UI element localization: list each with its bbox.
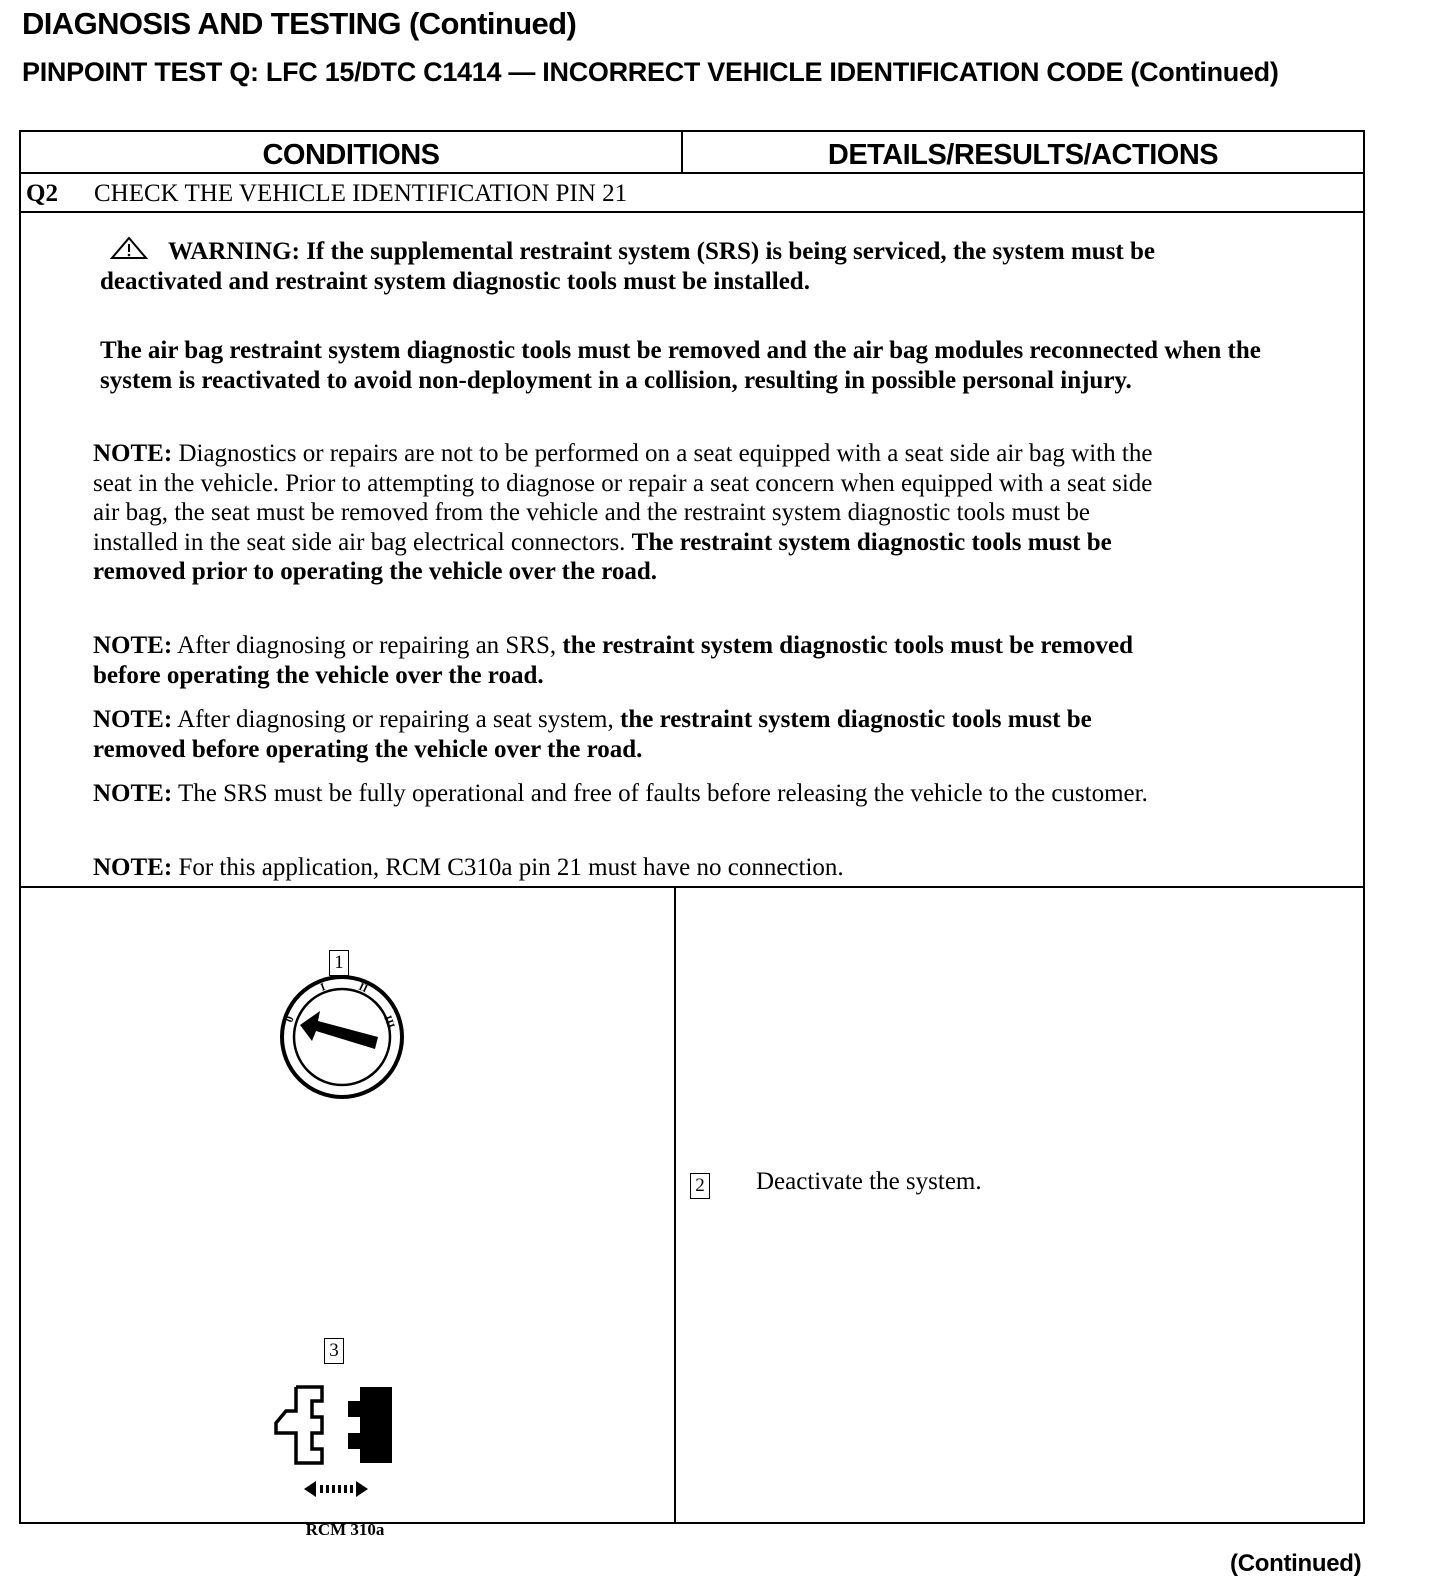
callout-3: 3 (324, 1338, 344, 1364)
note-1 (93, 439, 1163, 587)
notes-bottom-rule (19, 886, 1365, 888)
warning-block (100, 236, 1250, 296)
warning-label: WARNING: (168, 238, 300, 265)
note-emphasis: the restraint system diagnostic tools must be removed before operating the vehicle over the road. (93, 632, 1133, 689)
note-label: NOTE: (93, 632, 173, 659)
callout-1: 1 (329, 950, 349, 976)
note-text: After diagnosing or repairing an SRS, (177, 632, 557, 659)
warning-text-2: The air bag restraint system diagnostic tools must be removed and the air bag modules reconnected when the system is reactivated to avoid non-deployment in a collision, resulting in possible personal injury. (100, 337, 1261, 394)
note-label: NOTE: (93, 706, 173, 733)
ignition-switch-icon (272, 967, 412, 1107)
callout-2: 2 (690, 1173, 710, 1199)
figure-divider (674, 886, 676, 1524)
note-4 (93, 779, 1173, 809)
note-emphasis: The restraint system diagnostic tools must be removed prior to operating the vehicle over the road. (93, 528, 1112, 585)
note-3 (93, 705, 1173, 764)
page-title: DIAGNOSIS AND TESTING (Continued) (22, 6, 577, 41)
note-text: Diagnostics or repairs are not to be performed on a seat equipped with a seat side air bag with the seat in the vehicle. Prior to attempting to diagnose or repair a seat concern when equipped with a seat side air bag, the seat must be removed from the vehicle and the restraint system diagnostic tools must be installed in the seat side air bag electrical connectors. (93, 440, 1153, 556)
note-emphasis: the restraint system diagnostic tools must be removed before operating the vehicle over the road. (93, 706, 1092, 763)
ignition-position-I: I (318, 981, 328, 994)
note-5 (93, 853, 1173, 883)
column-header-details: DETAILS/RESULTS/ACTIONS (827, 139, 1219, 171)
note-text: The SRS must be fully operational and free of faults before releasing the vehicle to the customer. (178, 780, 1148, 807)
connector-label: RCM 310a (305, 1520, 385, 1539)
column-header-conditions: CONDITIONS (262, 139, 440, 171)
connector-icon (270, 1383, 410, 1503)
step-number: Q2 (26, 180, 58, 207)
action-text: Deactivate the system. (756, 1168, 982, 1195)
ignition-position-II: II (356, 980, 370, 996)
note-text: After diagnosing or repairing a seat system, (177, 706, 614, 733)
note-2 (93, 631, 1173, 690)
pinpoint-test-title: PINPOINT TEST Q: LFC 15/DTC C1414 — INCORRECT VEHICLE IDENTIFICATION CODE (Continued) (22, 57, 1279, 87)
note-label: NOTE: (93, 780, 173, 807)
warning-text: If the supplemental restraint system (SRS) is being serviced, the system must be deactivated and restraint system diagnostic tools must be installed. (100, 238, 1155, 295)
step-title: CHECK THE VEHICLE IDENTIFICATION PIN 21 (94, 180, 628, 207)
note-label: NOTE: (93, 440, 173, 467)
step-row (26, 176, 627, 212)
ignition-position-0: 0 (283, 1014, 297, 1025)
note-label: NOTE: (93, 854, 173, 881)
ignition-position-III: III (381, 1013, 397, 1031)
warning-icon (100, 236, 168, 260)
footer-continued: (Continued) (1230, 1550, 1362, 1577)
note-text: For this application, RCM C310a pin 21 must have no connection. (178, 854, 844, 881)
